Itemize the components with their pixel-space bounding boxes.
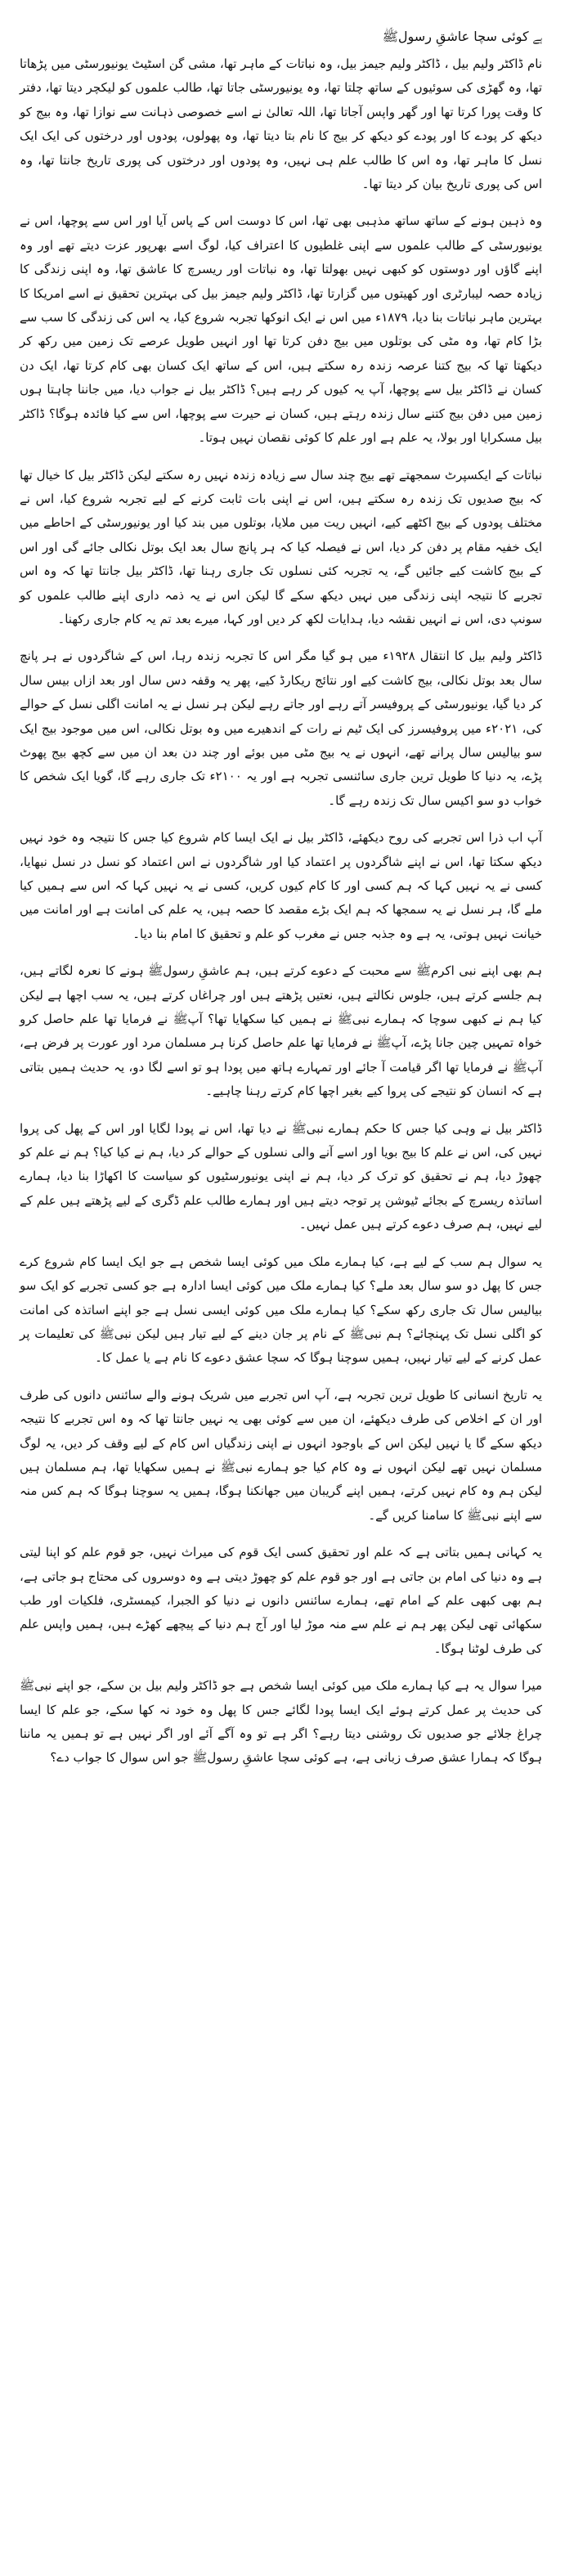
- paragraph: وہ ذہین ہونے کے ساتھ ساتھ مذہبی بھی تھا، اس کا دوست اس کے پاس آیا اور اس سے پوچھا، اس نے یونیورسٹی کے طالب علموں سے اپنی غلطیوں کا اعتراف کیا، لوگ اسے بھرپور عزت دیتے تھے اور وہ اپنے گاؤں اور دوستوں کو کبھی نہیں بھولتا تھا، وہ نباتات اور ریسرچ کا عاشق تھا، وہ اپنی زندگی کا زیادہ حصہ لیبارٹری اور کھیتوں میں گزارتا تھا، ڈاکٹر ولیم جیمز بیل کی بہترین تحقیق نے اسے امریکا کا بہترین ماہر نباتات بنا دیا، ۱۸۷۹ء میں اس نے ایک انوکھا تجربہ شروع کیا، یہ اس کی زندگی کا سب سے بڑا کام تھا، وہ مٹی کی بوتلوں میں بیج دفن کرتا تھا اور انہیں طویل عرصے تک زمین میں رکھ کر دیکھتا تھا کہ بیج کتنا عرصہ زندہ رہ سکتے ہیں، اس کے ساتھ ایک کسان بھی کام کرتا تھا، ایک دن کسان نے ڈاکٹر بیل سے پوچھا، آپ یہ کیوں کر رہے ہیں؟ ڈاکٹر بیل نے جواب دیا، میں جاننا چاہتا ہوں زمین میں دفن بیج کتنے سال زندہ رہتے ہیں، کسان نے حیرت سے پوچھا، اس سے کیا فائدہ ہوگا؟ ڈاکٹر بیل مسکرایا اور بولا، یہ علم ہے اور علم کا کوئی نقصان نہیں ہوتا۔: [20, 213, 542, 446]
- paragraph: آپ اب ذرا اس تجربے کی روح دیکھئے، ڈاکٹر بیل نے ایک ایسا کام شروع کیا جس کا نتیجہ وہ خود نہیں دیکھ سکتا تھا، اس نے اپنے شاگردوں پر اعتماد کیا اور شاگردوں نے اس اعتماد کو نسل در نسل نبھایا، کسی نے یہ نہیں کہا کہ ہم کسی اور کا کام کیوں کریں، کسی نے یہ نہیں کہا کہ اس سے ہمیں کیا ملے گا، ہر نسل نے یہ سمجھا کہ ہم ایک بڑے مقصد کا حصہ ہیں، یہ علم کی امانت ہے اور امانت میں خیانت نہیں ہوتی، یہ ہے وہ جذبہ جس نے مغرب کو علم و تحقیق کا امام بنا دیا۔: [20, 830, 542, 941]
- paragraph: نباتات کے ایکسپرٹ سمجھتے تھے بیج چند سال سے زیادہ زندہ نہیں رہ سکتے لیکن ڈاکٹر بیل کا خیال تھا کہ بیج صدیوں تک زندہ رہ سکتے ہیں، اس نے اپنی بات ثابت کرنے کے لیے تجربہ شروع کیا، اس نے مختلف پودوں کے بیج اکٹھے کیے، انہیں ریت میں ملایا، بوتلوں میں بند کیا اور یونیورسٹی کے احاطے میں ایک خفیہ مقام پر دفن کر دیا، اس نے فیصلہ کیا کہ ہر پانچ سال بعد ایک بوتل نکالی جائے گی اور اس کے بیج کاشت کیے جائیں گے، یہ تجربہ کئی نسلوں تک جاری رہنا تھا، ڈاکٹر بیل جانتا تھا کہ وہ اس تجربے کا نتیجہ اپنی زندگی میں نہیں دیکھ سکے گا لیکن اس نے یہ ذمہ داری اپنے طالب علموں کو سونپ دی، اس نے انہیں نقشہ دیا، ہدایات لکھ کر دیں اور کہا، میرے بعد تم یہ کام جاری رکھنا۔: [20, 467, 542, 626]
- paragraph: ہم بھی اپنے نبی اکرمﷺ سے محبت کے دعوے کرتے ہیں، ہم عاشقِ رسولﷺ ہونے کا نعرہ لگاتے ہیں، ہم جلسے کرتے ہیں، جلوس نکالتے ہیں، نعتیں پڑھتے ہیں اور چراغاں کرتے ہیں، یہ سب اچھا ہے لیکن کیا ہم نے کبھی سوچا کہ ہمارے نبیﷺ نے ہمیں کیا سکھایا تھا؟ آپﷺ نے فرمایا تھا علم حاصل کرو خواہ تمہیں چین جانا پڑے، آپﷺ نے فرمایا تھا علم حاصل کرنا ہر مسلمان مرد اور عورت پر فرض ہے، آپﷺ نے فرمایا تھا اگر قیامت آ جائے اور تمہارے ہاتھ میں پودا ہو تو اسے لگا دو، یہ حدیث ہمیں بتاتی ہے کہ انسان کو نتیجے کی پروا کیے بغیر اچھا کام کرتے رہنا چاہیے۔: [20, 963, 542, 1099]
- paragraph: نام ڈاکٹر ولیم بیل ، ڈاکٹر ولیم جیمز بیل، وہ نباتات کے ماہر تھا، مشی گن اسٹیٹ یونیورسٹی میں پڑھاتا تھا، وہ گھڑی کی سوئیوں کے ساتھ چلتا تھا، وہ یونیورسٹی جاتا تھا، طالب علموں کو لیکچر دیتا تھا، دفتر کا وقت پورا کرتا تھا اور گھر واپس آجاتا تھا، اللہ تعالیٰ نے اسے خصوصی ذہانت سے نوازا تھا، وہ بیج کو دیکھ کر پودے کا اور پودے کو دیکھ کر بیج کا نام بتا دیتا تھا، وہ پھولوں، پودوں اور درختوں کی ایک ایک نسل کا ماہر تھا، وہ اس کا طالب علم ہی نہیں، وہ پودوں اور درختوں کی پوری تاریخ جانتا تھا، وہ اس کی پوری تاریخ بیان کر دیتا تھا۔: [20, 56, 542, 192]
- paragraph: یہ تاریخ انسانی کا طویل ترین تجربہ ہے، آپ اس تجربے میں شریک ہونے والے سائنس دانوں کی طرف اور ان کے اخلاص کی طرف دیکھئے، ان میں سے کوئی بھی یہ نہیں جانتا تھا کہ وہ اس تجربے کا نتیجہ دیکھ سکے گا یا نہیں لیکن اس کے باوجود انہوں نے اپنی زندگیاں اس کام کے لیے وقف کر دیں، یہ لوگ مسلمان نہیں تھے لیکن انہوں نے وہ کام کیا جو ہمارے نبیﷺ نے ہمیں سکھایا تھا، ہم مسلمان ہیں لیکن ہم وہ کام نہیں کرتے، ہمیں اپنے گریبان میں جھانکنا ہوگا، ہمیں یہ سوچنا ہوگا کہ ہم کس منہ سے اپنے نبیﷺ کا سامنا کریں گے۔: [20, 1387, 542, 1523]
- paragraph: یہ سوال ہم سب کے لیے ہے، کیا ہمارے ملک میں کوئی ایسا شخص ہے جو ایک ایسا کام شروع کرے جس کا پھل دو سو سال بعد ملے؟ کیا ہمارے ملک میں کوئی ایسا ادارہ ہے جو کسی تجربے کو ایک سو بیالیس سال تک جاری رکھ سکے؟ کیا ہمارے ملک میں کوئی ایسی نسل ہے جو اپنے اساتذہ کی امانت کو اگلی نسل تک پہنچائے؟ ہم نبیﷺ کے نام پر جان دینے کے لیے تیار ہیں لیکن نبیﷺ کی تعلیمات پر عمل کرنے کے لیے تیار نہیں، ہمیں سوچنا ہوگا کہ سچا عشق دعوے کا نام ہے یا عمل کا۔: [20, 1254, 542, 1366]
- paragraph: میرا سوال یہ ہے کیا ہمارے ملک میں کوئی ایسا شخص ہے جو ڈاکٹر ولیم بیل بن سکے، جو اپنے نبیﷺ کی حدیث پر عمل کرتے ہوئے ایک ایسا پودا لگائے جس کا پھل وہ خود نہ کھا سکے، جو علم کا ایسا چراغ جلائے جو صدیوں تک روشنی دیتا رہے؟ اگر ہے تو وہ آگے آئے اور اگر نہیں ہے تو ہمیں یہ ماننا ہوگا کہ ہمارا عشق صرف زبانی ہے، ہے کوئی سچا عاشقِ رسولﷺ جو اس سوال کا جواب دے؟: [20, 1678, 542, 1766]
- page-title: ہے کوئی سچا عاشقِ رسولﷺ: [382, 29, 542, 44]
- paragraph: ڈاکٹر بیل نے وہی کیا جس کا حکم ہمارے نبیﷺ نے دیا تھا، اس نے پودا لگایا اور اس کے پھل کی پروا نہیں کی، اس نے علم کا بیج بویا اور اسے آنے والی نسلوں کے حوالے کر دیا، ہم نے کیا کیا؟ ہم نے علم کو چھوڑ دیا، ہم نے تحقیق کو ترک کر دیا، ہم نے اپنی یونیورسٹیوں کو سیاست کا اکھاڑا بنا دیا، ہمارے اساتذہ ریسرچ کے بجائے ٹیوشن پر توجہ دیتے ہیں اور ہمارے طالب علم ڈگری کے لیے پڑھتے ہیں علم کے لیے نہیں، ہم صرف دعوے کرتے ہیں عمل نہیں۔: [20, 1120, 542, 1232]
- paragraph: یہ کہانی ہمیں بتاتی ہے کہ علم اور تحقیق کسی ایک قوم کی میراث نہیں، جو قوم علم کو اپنا لیتی ہے وہ دنیا کی امام بن جاتی ہے اور جو قوم علم کو چھوڑ دیتی ہے وہ دوسروں کی محتاج ہو جاتی ہے، ہم بھی کبھی علم کے امام تھے، ہمارے سائنس دانوں نے دنیا کو الجبرا، کیمسٹری، فلکیات اور طب سکھائی تھی لیکن پھر ہم نے علم سے منہ موڑ لیا اور آج ہم دنیا کے پیچھے کھڑے ہیں، ہمیں واپس علم کی طرف لوٹنا ہوگا۔: [20, 1545, 542, 1656]
- paragraph: ڈاکٹر ولیم بیل کا انتقال ۱۹۲۸ء میں ہو گیا مگر اس کا تجربہ زندہ رہا، اس کے شاگردوں نے ہر پانچ سال بعد بوتل نکالی، بیج کاشت کیے اور نتائج ریکارڈ کیے، پھر یہ وقفہ دس سال اور بعد ازاں بیس سال کر دیا گیا، یونیورسٹی کے پروفیسر آتے رہے اور جاتے رہے لیکن ہر نسل نے یہ امانت اگلی نسل کے حوالے کی، ۲۰۲۱ء میں پروفیسرز کی ایک ٹیم نے رات کے اندھیرے میں وہ بوتل نکالی، اس میں موجود بیج ایک سو بیالیس سال پرانے تھے، انہوں نے یہ بیج مٹی میں بوئے اور چند دن بعد ان میں سے کچھ بیج پھوٹ پڑے، یہ دنیا کا طویل ترین جاری سائنسی تجربہ ہے اور یہ ۲۱۰۰ء تک جاری رہے گا، گویا ایک شخص کا خواب دو سو اکیس سال تک زندہ رہے گا۔: [20, 648, 542, 808]
